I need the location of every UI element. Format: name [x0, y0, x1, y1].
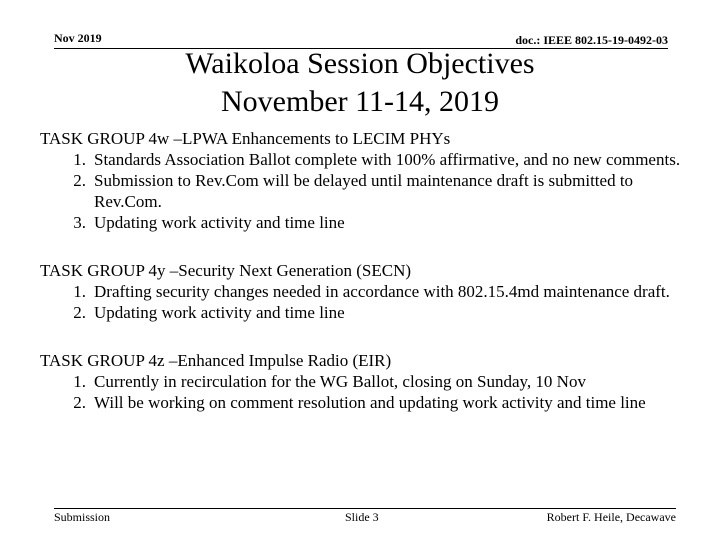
list-item-text: Currently in recirculation for the WG Ballot, closing on Sunday, 10 Nov: [94, 372, 586, 391]
task-list: [40, 371, 700, 413]
list-item: [40, 170, 700, 212]
task-group-title: TASK GROUP 4w –LPWA Enhancements to LECIM PHYs: [40, 129, 451, 148]
list-item-text: Updating work activity and time line: [94, 213, 345, 232]
slide-title-line2: November 11-14, 2019: [221, 85, 499, 118]
list-item-number: 2.: [73, 303, 86, 322]
task-list: [40, 149, 700, 233]
header-doc-id: doc.: IEEE 802.15-19-0492-03: [515, 33, 668, 47]
footer-divider: [54, 508, 676, 509]
list-item: [40, 281, 700, 302]
slide-body: [40, 128, 700, 440]
footer-submission: Submission: [54, 510, 111, 524]
task-group-4z: [40, 350, 700, 413]
list-item-number: 2.: [73, 393, 86, 412]
list-item-text: Standards Association Ballot complete with 100% affirmative, and no new comments.: [94, 150, 681, 169]
list-item: [40, 149, 700, 170]
list-item-text: Drafting security changes needed in accordance with 802.15.4md maintenance draft.: [94, 282, 670, 301]
list-item: [40, 212, 700, 233]
list-item-number: 1.: [73, 282, 86, 301]
list-item-number: 1.: [73, 372, 86, 391]
list-item: [40, 371, 700, 392]
list-item-text: Updating work activity and time line: [94, 303, 345, 322]
task-group-title: TASK GROUP 4y –Security Next Generation (SECN): [40, 261, 412, 280]
list-item-text: Submission to Rev.Com will be delayed until maintenance draft is submitted to Rev.Com.: [94, 171, 634, 211]
list-item-text: Will be working on comment resolution and updating work activity and time line: [94, 393, 646, 412]
list-item-number: 2.: [73, 171, 86, 190]
footer-author: Robert F. Heile, Decawave: [546, 510, 676, 524]
task-list: [40, 281, 700, 323]
header-date: Nov 2019: [54, 31, 102, 45]
list-item: [40, 392, 700, 413]
task-group-4y: [40, 260, 700, 323]
task-group-title: TASK GROUP 4z –Enhanced Impulse Radio (EIR): [40, 351, 392, 370]
footer-slide-number: Slide 3: [345, 510, 379, 524]
task-group-4w: [40, 128, 700, 233]
list-item-number: 1.: [73, 150, 86, 169]
list-item: [40, 302, 700, 323]
slide-title-line1: Waikoloa Session Objectives: [185, 47, 535, 80]
list-item-number: 3.: [73, 213, 86, 232]
slide-title: [0, 45, 720, 121]
